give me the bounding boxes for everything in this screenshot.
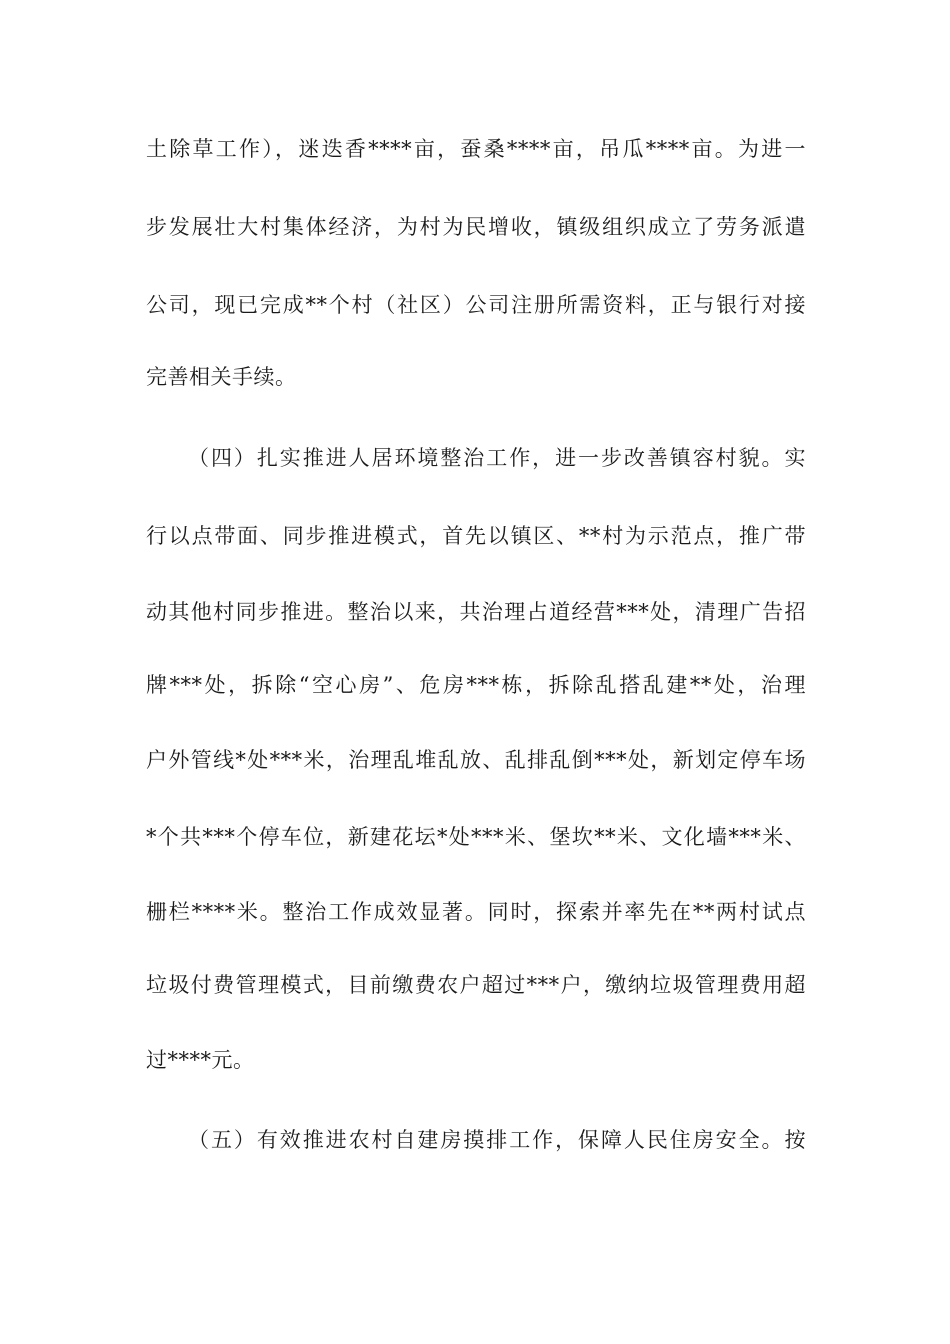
paragraph-line: 户外管线*处***米，治理乱堆乱放、乱排乱倒***处，新划定停车场 — [146, 748, 806, 772]
paragraph-line: 牌***处，拆除“空心房”、危房***栋，拆除乱搭乱建**处，治理 — [146, 673, 806, 697]
section-heading-line: （四）扎实推进人居环境整治工作，进一步改善镇容村貌。实 — [188, 446, 806, 470]
paragraph-line: *个共***个停车位，新建花坛*处***米、堡坎**米、文化墙***米、 — [146, 825, 806, 849]
paragraph-line: 过****元。 — [146, 1048, 255, 1072]
paragraph-line: 动其他村同步推进。整治以来，共治理占道经营***处，清理广告招 — [146, 600, 806, 624]
paragraph-line: 步发展壮大村集体经济，为村为民增收，镇级组织成立了劳务派遣 — [146, 215, 806, 239]
paragraph-line: 公司，现已完成**个村（社区）公司注册所需资料，正与银行对接 — [146, 293, 806, 317]
paragraph-line: 完善相关手续。 — [146, 365, 297, 389]
paragraph-line: 垃圾付费管理模式，目前缴费农户超过***户，缴纳垃圾管理费用超 — [146, 973, 806, 997]
paragraph-line: 行以点带面、同步推进模式，首先以镇区、**村为示范点，推广带 — [146, 524, 806, 548]
paragraph-line: 土除草工作），迷迭香****亩，蚕桑****亩，吊瓜****亩。为进一 — [146, 137, 806, 161]
paragraph-line: 栅栏****米。整治工作成效显著。同时，探索并率先在**两村试点 — [146, 900, 806, 924]
section-heading-line: （五）有效推进农村自建房摸排工作，保障人民住房安全。按 — [188, 1128, 806, 1152]
